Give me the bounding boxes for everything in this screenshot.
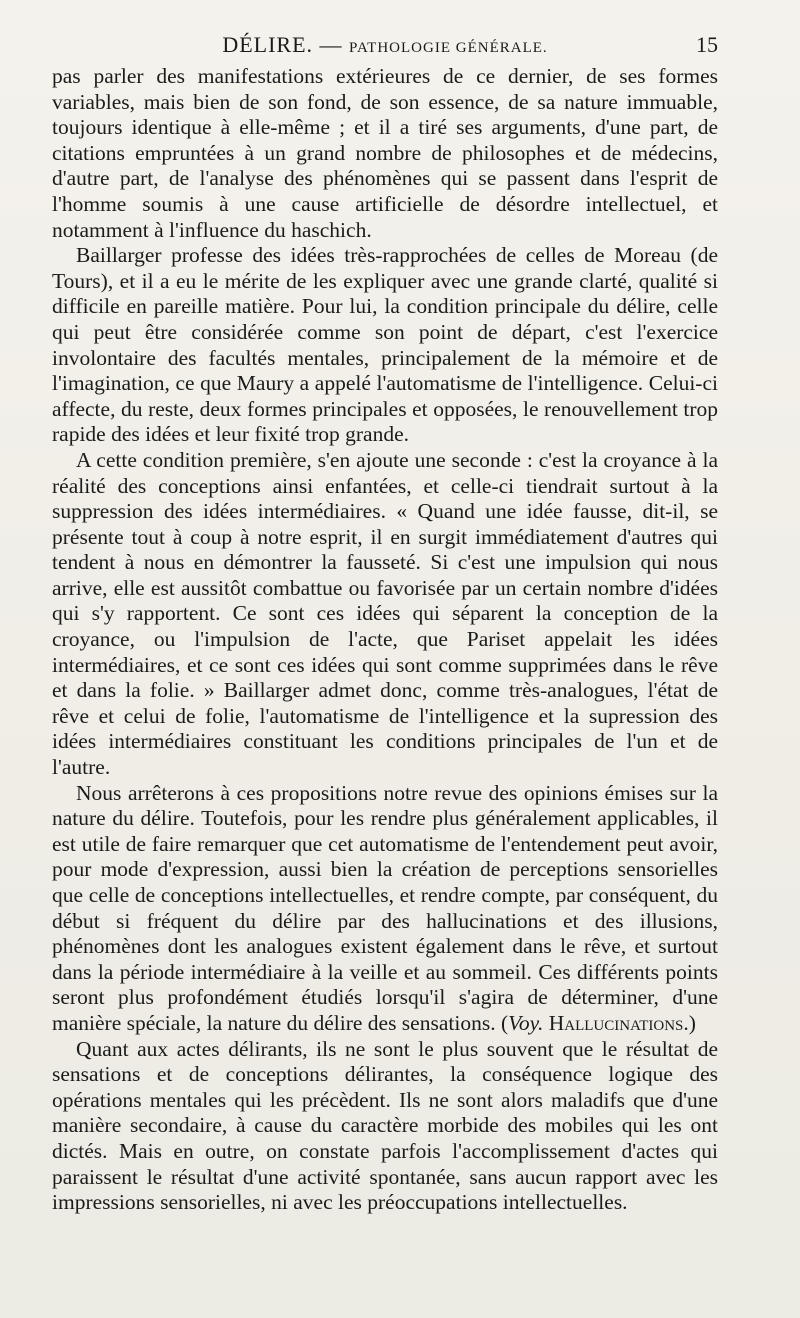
running-head-subtitle: PATHOLOGIE GÉNÉRALE. <box>349 40 548 56</box>
running-head-separator: — <box>319 32 343 57</box>
running-head <box>52 30 718 63</box>
paragraph-3: A cette condition première, s'en ajoute une seconde : c'est la croyance à la réalité des conceptions ainsi enfantées, et celle-ci tiendrait surtout à la suppression des idées intermédiaires. « Quand une idée fausse, dit-il, se présente tout à coup à notre esprit, il en surgit immédiatement d'autres qui tendent à nous en démontrer la fausseté. Si c'est une impulsion qui nous arrive, elle est aussitôt combattue ou favorisée par un certain nombre d'idées qui s'y rapportent. Ce sont ces idées qui séparent la conception de la croyance, ou l'impulsion de l'acte, que Pariset appelait les idées intermédiaires, et ce sont ces idées qui sont comme supprimées dans le rêve et dans la folie. » Baillarger admet donc, comme très-analogues, l'état de rêve et celui de folie, l'automatisme de l'intelligence et la supression des idées intermédiaires constituant les conditions principales de l'un et de l'autre. <box>52 447 718 780</box>
paragraph-1: pas parler des manifestations extérieures de ce dernier, de ses formes variables, mais bien de son fond, de son essence, de sa nature immuable, toujours identique à elle-même ; et il a tiré ses arguments, d'une part, de citations empruntées à un grand nombre de philosophes et de médecins, d'autre part, de l'analyse des phénomènes qui se passent dans l'esprit de l'homme soumis à une cause artificielle de désordre intellectuel, et notamment à l'influence du haschich. <box>52 64 718 242</box>
page-header <box>52 30 718 60</box>
page-number: 15 <box>696 32 718 57</box>
paragraph-4-text: Nous arrêterons à ces propositions notre revue des opinions émises sur la nature du délire. Toutefois, pour les rendre plus généralement applicables, il est utile de faire remarquer que cet automatisme de l'entendement peut avoir, pour mode d'expression, aussi bien la création de perceptions sensorielles que celle de conceptions intellectuelles, et rendre compte, par conséquent, du début si fréquent du délire par des hallucinations et des illusions, phénomènes dont les analogues existent également dans le rêve, et surtout dans la période intermédiaire à la veille et au sommeil. Ces différents points seront plus profondément étudiés lorsqu'il s'agira de déterminer, d'une manière spéciale, la nature du délire des sensations. ( <box>52 780 718 1035</box>
paragraph-4-ref-hallucinations: Hallucinations <box>548 1010 684 1035</box>
running-head-title: DÉLIRE. <box>222 32 314 57</box>
paragraph-4-ref-voy: Voy. <box>508 1010 544 1035</box>
body-text <box>52 64 718 1216</box>
paragraph-5: Quant aux actes délirants, ils ne sont le plus souvent que le résultat de sensations et de conceptions délirantes, la conséquence logique des opérations mentales qui les précèdent. Ils ne sont alors maladifs que d'une manière secondaire, à cause du caractère morbide des mobiles qui les ont dictés. Mais en outre, on constate parfois l'accomplissement d'actes qui paraissent le résultat d'une activité spontanée, sans aucun rapport avec les impressions sensorielles, ni avec les préoccupations intellectuelles. <box>52 1036 718 1215</box>
paragraph-4 <box>52 781 718 1037</box>
paragraph-2: Baillarger professe des idées très-rapprochées de celles de Moreau (de Tours), et il a eu le mérite de les expliquer avec une grande clarté, qualité si difficile en pareille matière. Pour lui, la condition principale du délire, celle qui peut être considérée comme son point de départ, c'est l'exercice involontaire des facultés mentales, principalement de la mémoire et de l'imagination, ce que Maury a appelé l'automatisme de l'intelligence. Celui-ci affecte, du reste, deux formes principales et opposées, le renouvellement trop rapide des idées et leur fixité trop grande. <box>52 243 718 447</box>
paragraph-4-ref-end: .) <box>683 1010 696 1035</box>
